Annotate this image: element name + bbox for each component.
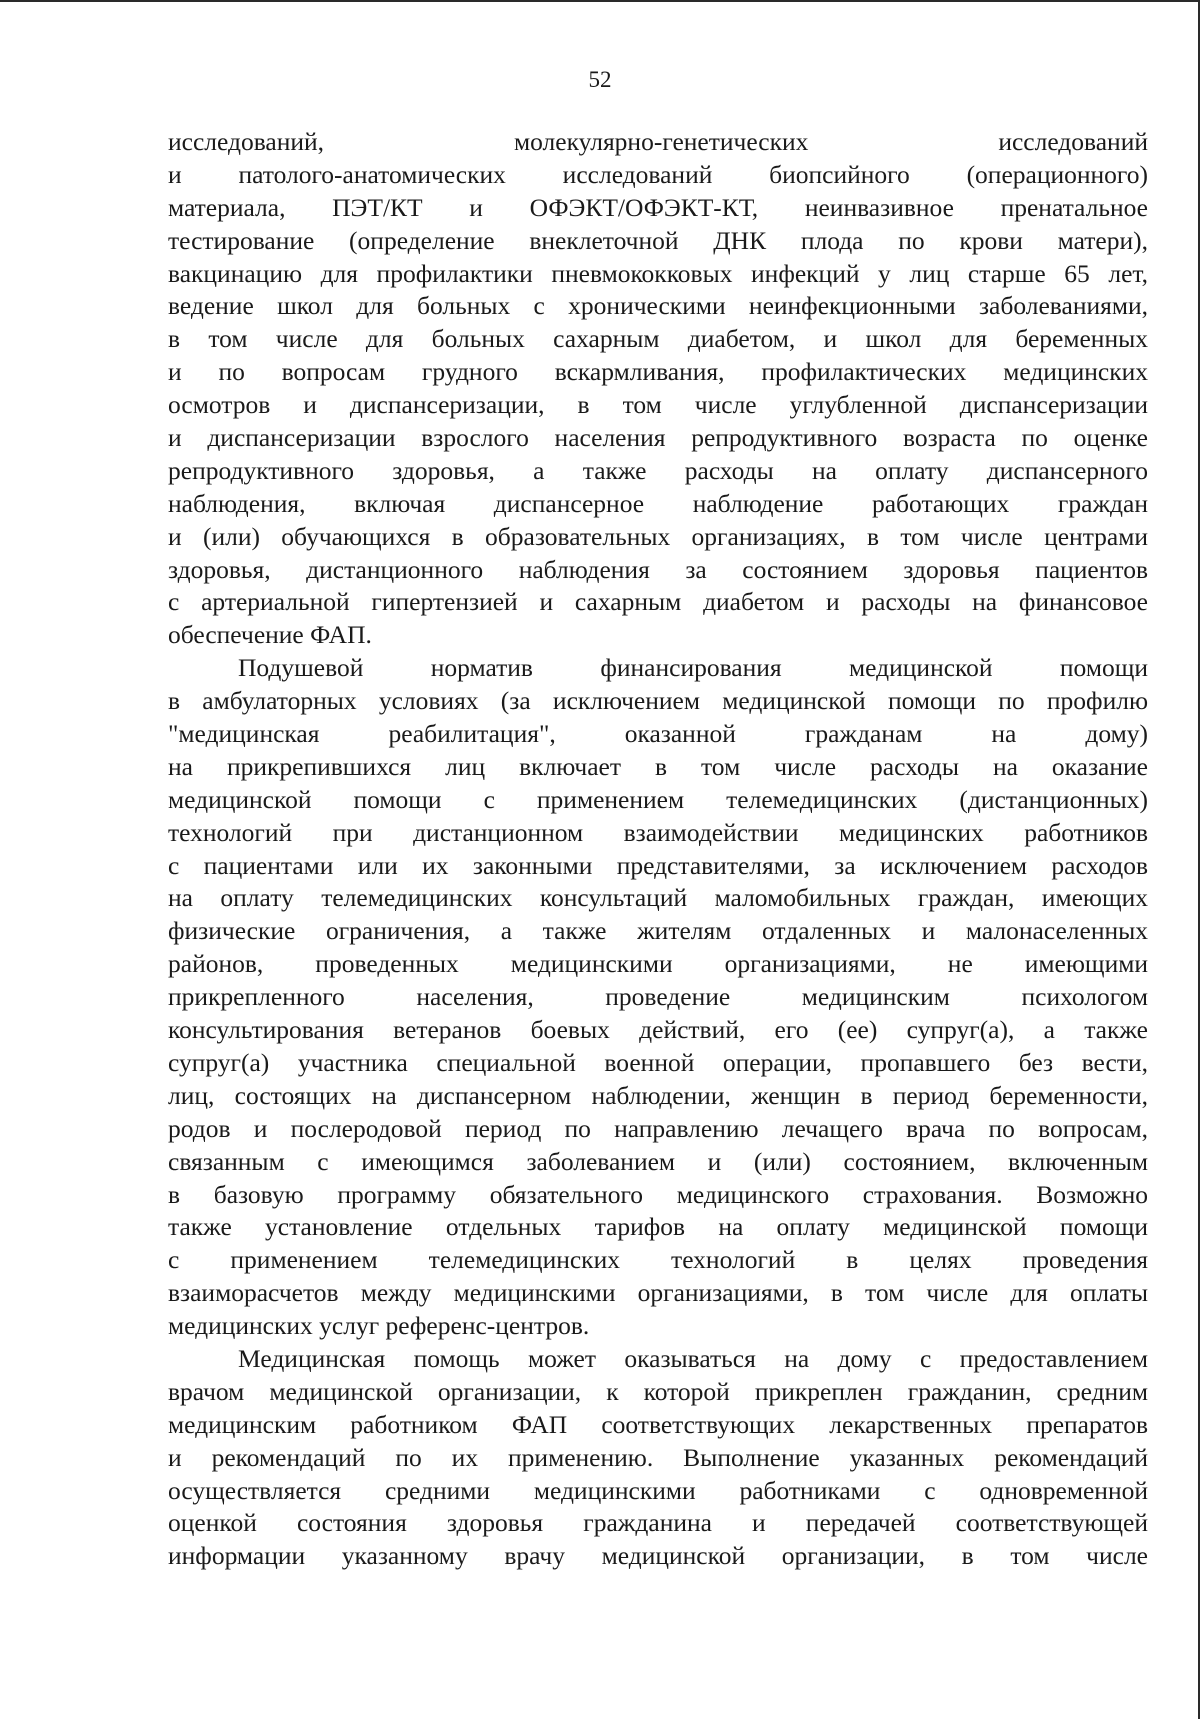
text-line: Медицинская помощь может оказываться на дому с предоставлением [238, 1343, 1148, 1373]
text-line: и диспансеризации взрослого населения репродуктивного возраста по оценке [168, 423, 1148, 453]
text-line: осмотров и диспансеризации, в том числе углубленной диспансеризации [168, 390, 1148, 420]
text-line: наблюдения, включая диспансерное наблюдение работающих граждан [168, 488, 1148, 518]
document-body [168, 126, 1148, 1573]
text-line: и патолого-анатомических исследований биопсийного (операционного) [168, 159, 1148, 189]
text-line: вакцинацию для профилактики пневмококковых инфекций у лиц старше 65 лет, [168, 258, 1148, 288]
text-line: в базовую программу обязательного медицинского страхования. Возможно [168, 1179, 1148, 1209]
text-line: в том числе для больных сахарным диабетом, и школ для беременных [168, 324, 1148, 354]
paragraph [168, 1343, 1148, 1573]
paragraph [168, 126, 1148, 652]
text-line: в амбулаторных условиях (за исключением медицинской помощи по профилю [168, 686, 1148, 716]
text-line: родов и послеродовой период по направлению лечащего врача по вопросам, [168, 1113, 1148, 1143]
text-line: взаиморасчетов между медицинскими организациями, в том числе для оплаты [168, 1278, 1148, 1308]
text-line: оценкой состояния здоровья гражданина и передачей соответствующей [168, 1508, 1148, 1538]
text-line: районов, проведенных медицинскими организациями, не имеющими [168, 949, 1148, 979]
text-line: врачом медицинской организации, к которой прикреплен гражданин, средним [168, 1376, 1148, 1406]
text-line: здоровья, дистанционного наблюдения за состоянием здоровья пациентов [168, 554, 1148, 584]
paragraph [168, 652, 1148, 1343]
text-line: прикрепленного населения, проведение медицинским психологом [168, 982, 1148, 1012]
text-line: исследований, молекулярно-генетических исследований [168, 127, 1148, 156]
text-line: на прикрепившихся лиц включает в том числе расходы на оказание [168, 751, 1148, 781]
text-line: с пациентами или их законными представителями, за исключением расходов [168, 850, 1148, 880]
text-line: физические ограничения, а также жителям отдаленных и малонаселенных [168, 916, 1148, 946]
text-line: обеспечение ФАП. [168, 620, 372, 650]
text-line: Подушевой норматив финансирования медицинской помощи [238, 653, 1148, 683]
page-number: 52 [588, 67, 612, 92]
scan-edge-top [0, 0, 1200, 2]
text-line: медицинских услуг референс-центров. [168, 1311, 590, 1341]
text-line: и (или) обучающихся в образовательных организациях, в том числе центрами [168, 521, 1148, 551]
text-line: тестирование (определение внеклеточной ДНК плода по крови матери), [168, 225, 1148, 255]
text-line: на оплату телемедицинских консультаций маломобильных граждан, имеющих [168, 883, 1148, 913]
text-line: супруг(а) участника специальной военной операции, пропавшего без вести, [168, 1047, 1148, 1077]
text-line: материала, ПЭТ/КТ и ОФЭКТ/ОФЭКТ-КТ, неинвазивное пренатальное [168, 192, 1148, 222]
text-line: медицинским работником ФАП соответствующих лекарственных препаратов [168, 1409, 1148, 1439]
text-line: технологий при дистанционном взаимодействии медицинских работников [168, 817, 1148, 847]
text-line: "медицинская реабилитация", оказанной гражданам на дому) [168, 719, 1148, 749]
text-line: лиц, состоящих на диспансерном наблюдении, женщин в период беременности, [168, 1080, 1148, 1110]
text-line: ведение школ для больных с хроническими неинфекционными заболеваниями, [168, 291, 1148, 321]
text-line: также установление отдельных тарифов на оплату медицинской помощи [168, 1212, 1148, 1242]
text-line: с применением телемедицинских технологий в целях проведения [168, 1245, 1148, 1275]
text-line: медицинской помощи с применением телемедицинских (дистанционных) [168, 784, 1148, 814]
text-line: информации указанному врачу медицинской организации, в том числе [168, 1541, 1148, 1571]
text-line: с артериальной гипертензией и сахарным диабетом и расходы на финансовое [168, 587, 1148, 617]
text-line: репродуктивного здоровья, а также расходы на оплату диспансерного [168, 455, 1148, 485]
text-line: осуществляется средними медицинскими работниками с одновременной [168, 1475, 1148, 1505]
text-line: связанным с имеющимся заболеванием и (или) состоянием, включенным [168, 1146, 1148, 1176]
text-line: консультирования ветеранов боевых действий, его (ее) супруг(а), а также [168, 1015, 1148, 1045]
text-line: и рекомендаций по их применению. Выполнение указанных рекомендаций [168, 1442, 1148, 1472]
text-line: и по вопросам грудного вскармливания, профилактических медицинских [168, 357, 1148, 387]
